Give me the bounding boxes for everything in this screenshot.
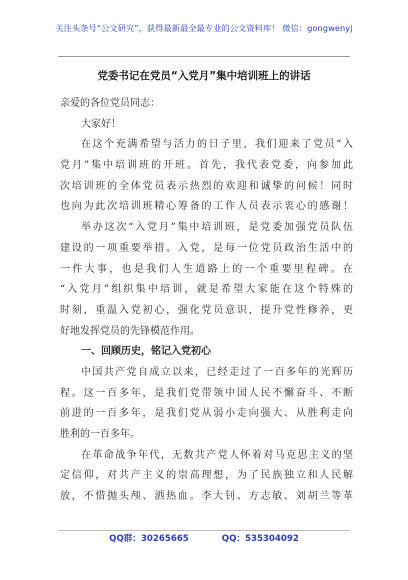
paragraph-line: 放，不惜抛头颅、洒热血。李大钊、方志敏、刘胡兰等革 (60, 491, 353, 503)
paragraph-line: 建设的一项重要举措。入党，是每一位党员政治生活中的 (60, 242, 353, 254)
paragraph-line: 也向为此次培训班精心筹备的工作人员表示衷心的感谢！ (60, 201, 353, 213)
greeting-line: 大家好！ (81, 118, 121, 130)
paragraph-line: 一件大事，也是我们人生道路上的一个重要里程碑。在 (60, 263, 353, 275)
salutation-line: 亲爱的各位党员同志： (60, 98, 160, 109)
paragraph-line: 举办这次“入党月”集中培训班，是党委加强党员队伍 (81, 222, 353, 234)
paragraph-line: 胜利的一百多年。 (60, 429, 140, 440)
paragraph-line: 前进的一百多年，是我们党从弱小走向强大、从胜利走向 (60, 408, 353, 420)
qq-group-text: QQ群：30265665 (109, 534, 189, 544)
paragraph-line: 在这个充满希望与活力的日子里，我们迎来了党员“入 (81, 139, 353, 151)
paragraph-line: 党月”集中培训班的开班。首先，我代表党委，向参加此 (60, 160, 353, 172)
footer-contact (0, 531, 408, 547)
paragraph-line: 中国共产党自成立以来，已经走过了一百多年的光辉历 (81, 366, 353, 378)
section-heading: 一、回顾历史，铭记入党初心 (81, 346, 211, 358)
document-title: 党委书记在党员“入党月”集中培训班上的讲话 (97, 70, 311, 82)
qq-text: QQ：535304092 (221, 534, 299, 544)
document-body (60, 94, 353, 508)
header-note: 关注头条号“公文研究”，获得最新最全最专业的公文资料库！ 微信：gongwenyj (55, 23, 353, 33)
paragraph-line: 在革命战争年代，无数共产党人怀着对马克思主义的坚 (81, 449, 353, 461)
paragraph-line: 程。这一百多年，是我们党带领中国人民不懈奋斗、不断 (60, 387, 353, 399)
paragraph-line: 次培训班的全体党员表示热烈的欢迎和诚挚的问候！同时 (60, 180, 353, 192)
header-rule (58, 56, 350, 57)
paragraph-line: “入党月”组织集中培训，就是希望大家能在这个特殊的 (60, 284, 353, 296)
paragraph-line: 定信仰，对共产主义的崇高理想，为了民族独立和人民解 (60, 470, 353, 482)
paragraph-line: 好地发挥党员的先锋模范作用。 (60, 325, 200, 337)
paragraph-line: 时刻，重温入党初心，强化党员意识，提升党性修养，更 (60, 304, 353, 316)
